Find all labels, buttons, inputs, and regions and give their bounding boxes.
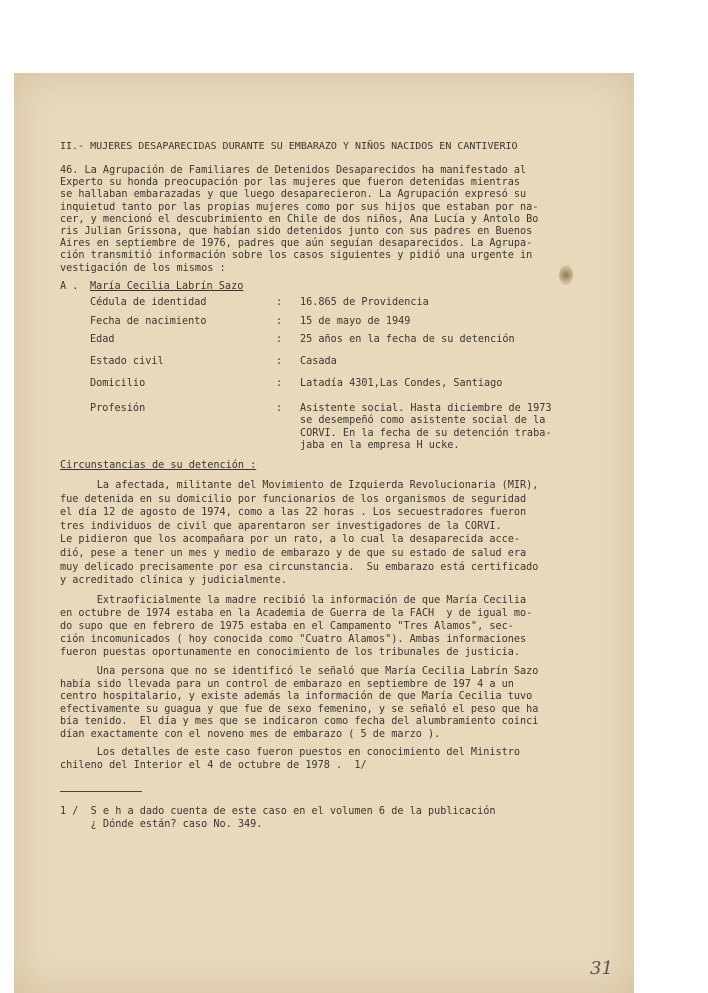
field-value: jaba en la empresa H ucke. [300,439,460,451]
text-line: Los detalles de este caso fueron puestos en conocimiento del Ministro [60,747,521,758]
intro-line: ris Julian Grissona, que habían sido detenidos junto con sus padres en Buenos [60,226,533,237]
field-label: Cédula de identidad [90,297,207,308]
text-line: Le pidieron que los acompañara por un rato, a lo cual la desaparecida acce- [60,534,521,546]
field-colon: : [276,356,283,367]
stain-mark [559,265,573,285]
text-line: dían exactamente con el noveno mes de embarazo ( 5 de marzo ). [60,729,441,740]
field-label: Edad [90,334,115,345]
text-line: tres individuos de civil que aparentaron ser investigadores de la CORVI. [60,520,502,532]
field-value: CORVI. En la fecha de su detención traba- [300,427,552,439]
case-letter: A . [60,281,79,292]
field-colon: : [276,403,283,414]
intro-line: Experto su honda preocupación por las mujeres que fueron detenidas mientras [60,177,521,189]
intro-line: vestigación de los mismos : [60,262,226,274]
text-line: centro hospitalario, y existe además la información de que María Cecilia tuvo [60,691,533,703]
text-line: Extraoficialmente la madre recibió la información de que María Cecilia [60,595,527,606]
field-value: 25 años en la fecha de su detención [300,334,515,345]
circumstances-heading: Circunstancias de su detención : [60,460,257,471]
intro-line: inquietud tanto por las propias mujeres como por sus hijos que estaban por na- [60,201,539,213]
intro-line: ción transmitió información sobre los casos siguientes y pidió una urgente in [60,250,533,262]
text-line: y acreditado clínica y judicialmente. [60,575,287,587]
intro-line: cer, y mencionó el descubrimiento en Chile de dos niños, Ana Lucía y Antolo Bo [60,213,539,225]
page-number: 31 [590,958,613,979]
text-line: ción incomunicados ( hoy conocida como "Cuatro Alamos"). Ambas informaciones [60,634,527,645]
text-line: había sido llevada para un control de embarazo en septiembre de 197 4 a un [60,678,514,690]
intro-line: 46. La Agrupación de Familiares de Detenidos Desaparecidos ha manifestado al [60,165,527,176]
text-line: fue detenida en su domicilio por funcionarios de los organismos de seguridad [60,493,527,505]
text-line: fueron puestas oportunamente en conocimiento de los tribunales de justicia. [60,647,521,658]
field-colon: : [276,334,283,345]
text-line: bía tenido. El día y mes que se indicaron como fecha del alumbramiento coinci [60,716,539,728]
field-value: 15 de mayo de 1949 [300,316,411,327]
field-value: se desempeñó como asistente social de la [300,415,546,427]
field-value: Casada [300,356,337,367]
case-name: María Cecilia Labrín Sazo [90,281,244,292]
text-line: chileno del Interior el 4 de octubre de 1978 . 1/ [60,760,367,771]
intro-line: Aires en septiembre de 1976, padres que aún seguían desaparecidos. La Agrupa- [60,238,533,250]
text-line: La afectada, militante del Movimiento de Izquierda Revolucionaria (MIR), [60,480,539,491]
text-line: en octubre de 1974 estaba en la Academia de Guerra de la FACH y de igual mo- [60,608,533,619]
section-heading: II.- MUJERES DESAPARECIDAS DURANTE SU EMBARAZO Y NIÑOS NACIDOS EN CANTIVERIO [60,141,518,152]
text-line: efectivamente su guagua y que fue de sexo femenino, y se señaló el peso que ha [60,703,539,715]
field-label: Fecha de nacimiento [90,316,207,327]
field-value: 16.865 de Providencia [300,297,429,308]
field-colon: : [276,316,283,327]
field-value: Latadía 4301,Las Condes, Santiago [300,378,503,389]
field-colon: : [276,297,283,308]
field-label: Profesión [90,403,146,414]
document-page [14,73,634,993]
footnote-line: ¿ Dónde están? caso No. 349. [60,819,263,830]
footnote-divider [60,791,142,792]
text-line: muy delicado precisamente por esa circunstancia. Su embarazo está certificado [60,561,539,573]
text-line: el día 12 de agosto de 1974, como a las 22 horas . Los secuestradores fueron [60,507,527,519]
intro-line: se hallaban embarazadas y que luego desaparecieron. La Agrupación expresó su [60,189,527,201]
footnote-line: 1 / S e h a dado cuenta de este caso en el volumen 6 de la publicación [60,806,496,817]
text-line: do supo que en febrero de 1975 estaba en el Campamento "Tres Alamos", sec- [60,621,514,632]
field-colon: : [276,378,283,389]
text-line: Una persona que no se identificó le señaló que María Cecilia Labrín Sazo [60,666,539,677]
field-value: Asistente social. Hasta diciembre de 1973 [300,403,552,414]
text-line: dió, pese a tener un mes y medio de embarazo y de que su estado de salud era [60,548,527,559]
field-label: Estado civil [90,356,164,367]
field-label: Domicilio [90,378,146,389]
